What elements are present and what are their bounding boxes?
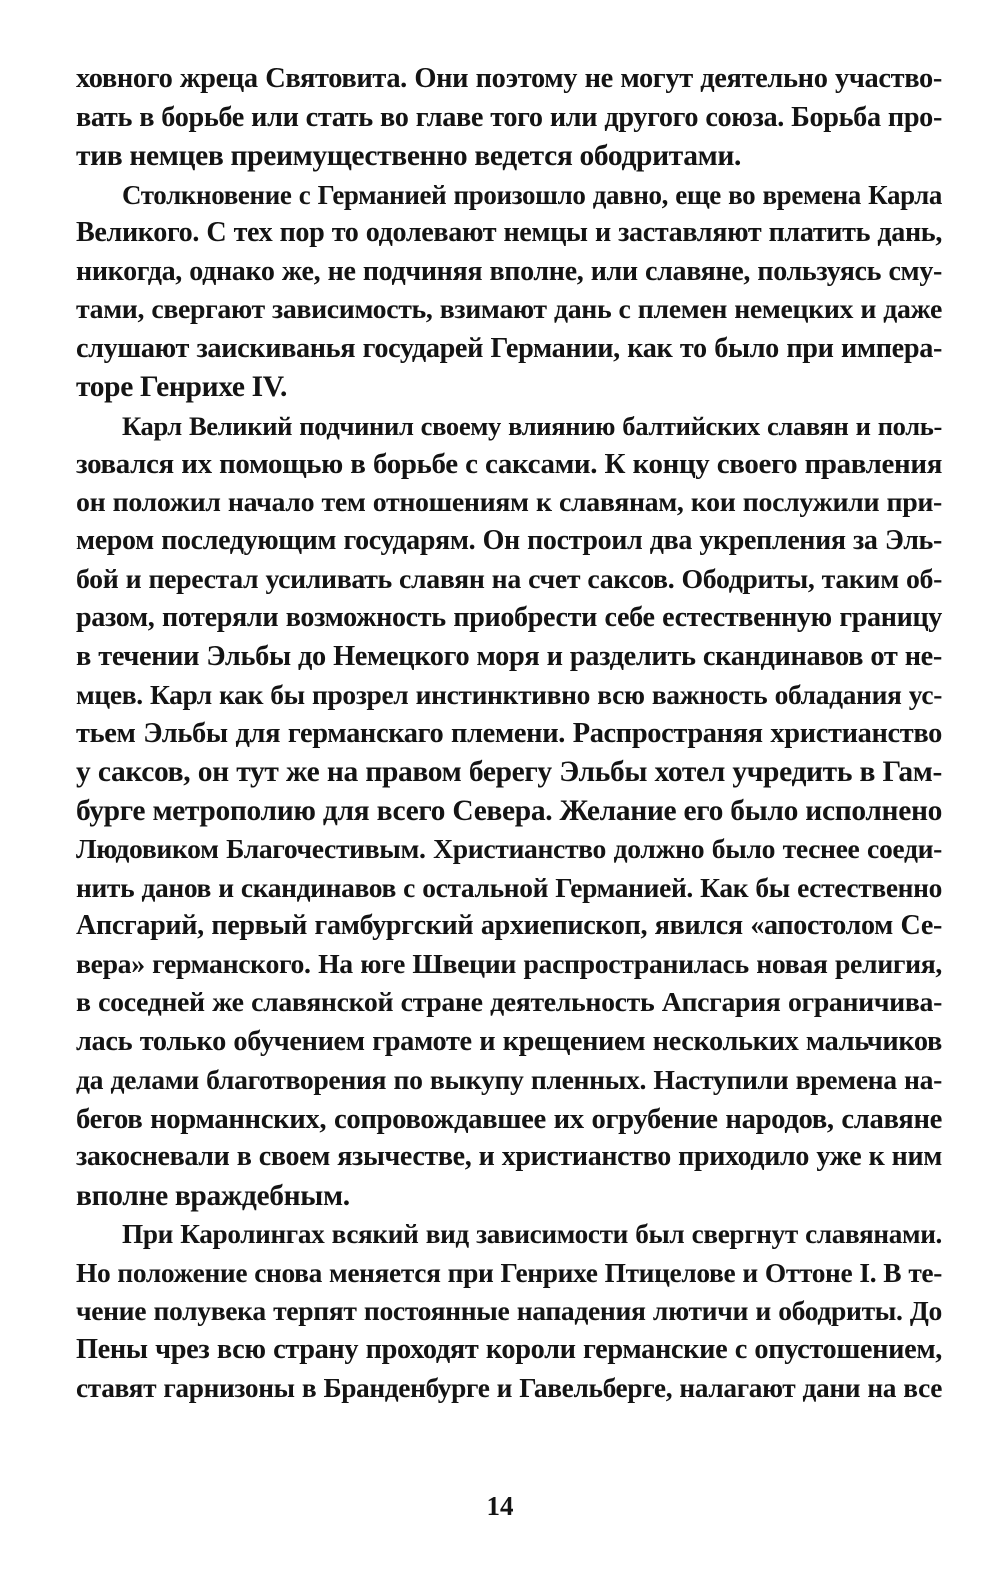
text-line: тив немцев преимущественно ведется ободритами.: [76, 140, 742, 172]
paragraph-4: [76, 1215, 942, 1408]
text-line: вать в борьбе или стать во главе того или другого союза. Борьба про-: [76, 101, 942, 133]
text-line: Людовиком Благочестивым. Христианство должно было теснее соеди-: [76, 833, 942, 864]
text-line: торе Генрихе IV.: [76, 371, 287, 403]
text-line: мером последующим государям. Он построил два укрепления за Эль-: [76, 525, 942, 556]
text-line: мцев. Карл как бы прозрел инстинктивно всю важность обладания ус-: [76, 680, 942, 710]
text-line: При Каролингах всякий вид зависимости был свергнут славянами.: [122, 1219, 942, 1249]
text-line: разом, потеряли возможность приобрести себе естественную границу: [76, 602, 942, 633]
text-line: у саксов, он тут же на правом берегу Эльбы хотел учредить в Гам-: [76, 756, 942, 788]
text-line: лась только обучением грамоте и крещением нескольких мальчиков: [76, 1025, 942, 1057]
text-line: Апсгарий, первый гамбургский архиепископ, явился «апостолом Се-: [76, 910, 942, 941]
text-line: в течении Эльбы до Немецкого моря и разделить скандинавов от не-: [76, 640, 942, 672]
text-line: чение полувека терпят постоянные нападения лютичи и ободриты. До: [76, 1295, 942, 1326]
page-number: 14: [486, 1491, 514, 1521]
text-line: Пены чрез всю страну проходят короли германские с опустошением,: [76, 1333, 942, 1365]
text-line: Карл Великий подчинил своему влиянию балтийских славян и поль-: [122, 410, 942, 441]
text-line: он положил начало тем отношениям к славянам, кои послужили при-: [76, 486, 942, 518]
paragraph-2: [76, 176, 942, 407]
text-line: ставят гарнизоны в Бранденбурге и Гавельберге, налагают дани на все: [76, 1373, 942, 1403]
text-line: в соседней же славянской стране деятельность Апсгария ограничива-: [76, 987, 942, 1018]
text-line: бегов норманнских, сопровождавшее их огрубение народов, славяне: [76, 1102, 942, 1135]
text-line: нить данов и скандинавов с остальной Германией. Как бы естественно: [76, 872, 942, 903]
paragraph-1: [76, 60, 942, 176]
page-body: [76, 60, 942, 1408]
text-line: да делами благотворения по выкупу пленных. Наступили времена на-: [76, 1064, 942, 1095]
text-line: Великого. С тех пор то одолевают немцы и заставляют платить дань,: [76, 217, 942, 248]
text-line: зовался их помощью в борьбе с саксами. К концу своего правления: [76, 448, 942, 480]
paragraph-3: [76, 407, 942, 1216]
text-line: Но положение снова меняется при Генрихе Птицелове и Оттоне I. В те-: [76, 1257, 942, 1288]
text-line: никогда, однако же, не подчиняя вполне, или славяне, пользуясь сму-: [76, 255, 942, 287]
text-line: бурге метрополию для всего Севера. Желание его было исполнено: [76, 794, 942, 827]
text-line: Столкновение с Германией произошло давно, еще во времена Карла: [122, 179, 942, 210]
text-line: вера» германского. На юге Швеции распространилась новая религия,: [76, 948, 942, 980]
text-line: закосневали в своем язычестве, и христианство приходило уже к ним: [76, 1141, 942, 1172]
text-line: вполне враждебным.: [76, 1179, 350, 1212]
text-line: ховного жреца Святовита. Они поэтому не могут деятельно участво-: [76, 63, 942, 94]
text-line: тьем Эльбы для германскаго племени. Распространяя христианство: [76, 717, 942, 749]
text-line: слушают заискиванья государей Германии, как то было при импера-: [76, 332, 942, 364]
text-line: бой и перестал усиливать славян на счет саксов. Ободриты, таким об-: [76, 563, 942, 595]
text-line: тами, свергают зависимость, взимают дань с племен немецких и даже: [76, 294, 942, 325]
